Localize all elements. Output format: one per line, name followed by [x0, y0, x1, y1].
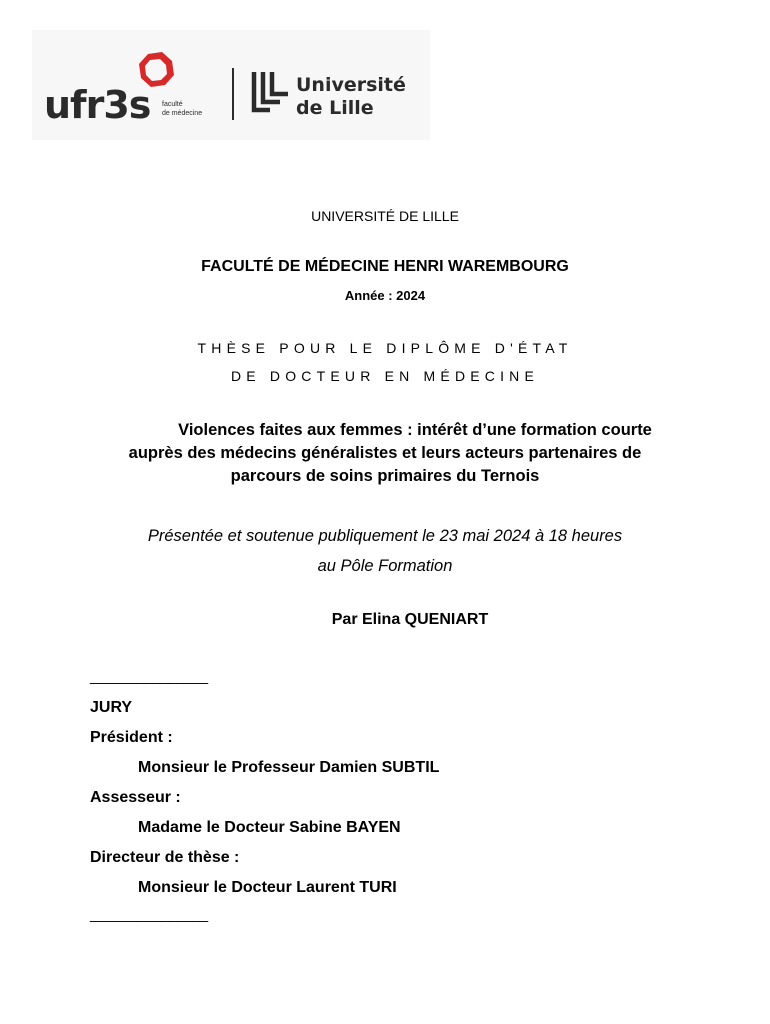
ufr-wordmark: ufr3s: [44, 83, 151, 127]
jury-president-label: Président :: [90, 729, 173, 746]
diploma-line-2: DE DOCTEUR EN MÉDECINE: [230, 368, 540, 384]
ul-line2: de Lille: [296, 97, 374, 119]
jury-director-label: Directeur de thèse :: [90, 849, 240, 866]
presentation-info: [0, 521, 770, 581]
presentation-date: Présentée et soutenue publiquement le 23 mai 2024 à 18 heures: [147, 527, 623, 545]
ul-monogram-icon: [254, 72, 288, 110]
presentation-place: au Pôle Formation: [317, 557, 453, 575]
logo-divider: [232, 68, 234, 120]
academic-year: Année : 2024: [344, 288, 426, 303]
faculty-name: FACULTÉ DE MÉDECINE HENRI WAREMBOURG: [201, 258, 569, 275]
thesis-title-line-2: auprès des médecins généralistes et leurs acteurs partenaires de: [128, 444, 642, 462]
thesis-author: Par Elina QUENIART: [331, 611, 489, 628]
ufr-sub-faculte: faculté: [162, 101, 183, 108]
thesis-title: [0, 419, 770, 488]
universite-de-lille-logo: [250, 70, 425, 120]
ufr3s-logo: [44, 48, 209, 128]
thesis-title-line-3: parcours de soins primaires du Ternois: [230, 467, 540, 485]
diploma-line-1: THÈSE POUR LE DIPLÔME D'ÉTAT: [197, 340, 573, 356]
jury-assessor-name: Madame le Docteur Sabine BAYEN: [138, 819, 401, 836]
jury-heading: JURY: [90, 699, 133, 716]
ul-line1: Université: [296, 74, 406, 96]
university-name: UNIVERSITÉ DE LILLE: [311, 208, 459, 224]
jury-president-name: Monsieur le Professeur Damien SUBTIL: [138, 759, 440, 776]
separator-bottom: _______________: [90, 906, 208, 923]
ufr-sub-medecine: de médecine: [162, 110, 203, 117]
jury-assessor-label: Assesseur :: [90, 789, 181, 806]
separator-top: _______________: [90, 668, 208, 685]
jury-director-name: Monsieur le Docteur Laurent TURI: [138, 879, 397, 896]
thesis-title-line-1: Violences faites aux femmes : intérêt d’une formation courte: [178, 421, 652, 439]
logo-band: [32, 30, 430, 140]
